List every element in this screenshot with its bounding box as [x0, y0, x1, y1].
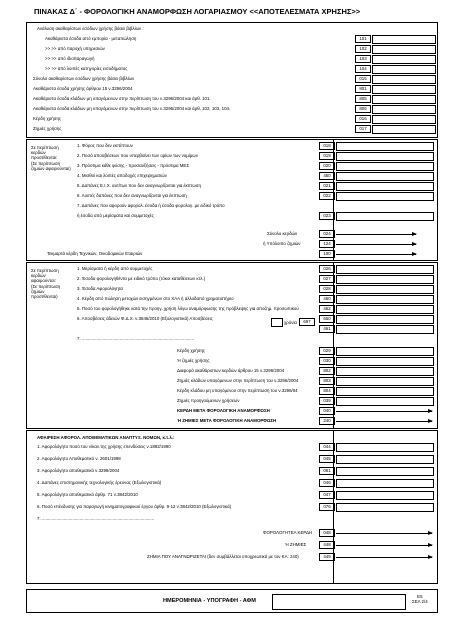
- field-code: 047: [319, 491, 335, 499]
- row-label: Ή ΖΗΜΙΕΣ: [285, 542, 307, 547]
- row-label: 5. Αφορολόγητο αποθεματικό άρθρ. 71 ν.3842/2010: [37, 492, 138, 497]
- row-label: 7. Δαπάνες που αφορούν αφορολ. έσοδα ή έσοδα φορολογ. με ειδικό τρόπο: [77, 203, 225, 208]
- row-label: ΚΕΡΔΗ ΜΕΤΑ ΦΟΡΟΛΟΓΙΚΗ ΑΝΑΜΟΡΦΩΣΗ: [177, 408, 270, 413]
- field-code: 806: [355, 105, 371, 113]
- amount-field[interactable]: [372, 85, 436, 94]
- field-code: 449: [319, 553, 335, 561]
- amount-field[interactable]: [336, 325, 434, 334]
- amount-field[interactable]: [372, 65, 436, 74]
- field-code: 460: [319, 295, 335, 303]
- amount-field[interactable]: [336, 142, 434, 151]
- row-label: 4. Κέρδη από πώληση μετοχών εισηγμένων στο ΧΑΑ ή αλλοδαπό χρηματιστήριο: [77, 296, 234, 301]
- row-label: Ζημιές χρήσης: [33, 126, 62, 131]
- field-code: 044: [319, 443, 335, 451]
- transfer-arrow: [336, 244, 416, 245]
- amount-field[interactable]: [336, 172, 434, 181]
- transfer-arrow: [336, 254, 416, 255]
- amount-field[interactable]: [336, 467, 434, 476]
- field-code: 124: [319, 240, 335, 248]
- field-code: 029: [319, 347, 335, 355]
- field-code: 019: [319, 152, 335, 160]
- field-code: 802: [319, 367, 335, 375]
- field-code: 040: [319, 407, 335, 415]
- transfer-arrow: [336, 411, 432, 412]
- row-label: 7. ............................................................................................: [77, 336, 195, 341]
- amount-field[interactable]: [336, 182, 434, 191]
- row-label: >> >> από παροχή υπηρεσιών: [45, 46, 105, 51]
- amount-field[interactable]: [336, 347, 434, 356]
- amount-field[interactable]: [336, 295, 434, 304]
- row-label: >> >> από ιδιοπαραγωγή: [45, 56, 95, 61]
- row-label: 2. Αφορολόγητο Αποθεματικό ν. 2601/1998: [37, 456, 121, 461]
- row-label: 6. Αποσβέσεις άδειών Φ.Δ.Χ. ν.3846/2010 (Εξολογιστικά) Αποσβέσεις: [77, 316, 213, 321]
- column-divider: [333, 140, 334, 260]
- transfer-arrow: [336, 533, 432, 534]
- row-label: Κέρδη χρήσης: [33, 116, 62, 121]
- field-code: 039: [319, 397, 335, 405]
- amount-field[interactable]: [372, 125, 436, 134]
- row-label: ΦΟΡΟΛΟΓΗΤΕΑ ΚΕΡΔΗ: [263, 530, 313, 535]
- amount-field[interactable]: [336, 357, 434, 366]
- field-code: 076: [319, 503, 335, 511]
- amount-field[interactable]: [372, 45, 436, 54]
- amount-field[interactable]: [372, 75, 436, 84]
- amount-field[interactable]: [372, 105, 436, 114]
- field-code: 021: [319, 182, 335, 190]
- row-label: Σύνολο ακαθαρίστων εσόδων χρήσης βάσει βιβλίων: [33, 76, 135, 81]
- field-code: 450: [319, 172, 335, 180]
- field-code: 448: [319, 541, 335, 549]
- section-deductions: [26, 262, 438, 429]
- amount-field[interactable]: [336, 377, 434, 386]
- row-label: Κέρδη κλάδου μη υπαγόμενου στην περίπτωση του ν.3296/04: [177, 388, 298, 393]
- page-title: ΠΙΝΑΚΑΣ Δ΄ - ΦΟΡΟΛΟΓΙΚΗ ΑΝΑΜΟΡΦΩΣΗ ΛΟΓΑΡΙΑΣΜΟΥ <<ΑΠΟΤΕΛΕΣΜΑΤΑ ΧΡΗΣΗΣ>>: [34, 7, 361, 16]
- amount-field[interactable]: [372, 115, 436, 124]
- column-divider: [333, 431, 334, 583]
- row-label: 6. Ποσό επένδυσης για παραγωγή κινηματογραφικού έργου άρθρ. 9-12 ν.3842/2010 (Εξωλογιστικά): [37, 504, 232, 509]
- row-label: Ακαθάριστα έσοδα από εμπορία - μεταπώληση: [45, 36, 137, 41]
- row-label: 5. Δαπάνες Ε.Ι.Χ. αυτ/των που δεν αναγνωρίζονται για έκπτωση: [77, 183, 201, 188]
- amount-field[interactable]: [336, 162, 434, 171]
- field-code: 461: [319, 325, 335, 333]
- row-label: 1. Αφορολόγητο ποσό του ν/καν.της χρήσης επενδύσεις ν.1892/1990: [37, 444, 171, 449]
- amount-field[interactable]: [336, 503, 434, 512]
- page-number: ΣΕΛ 2/4: [412, 599, 428, 604]
- amount-field[interactable]: [336, 367, 434, 376]
- form-code: Ε5: [417, 594, 423, 599]
- row-label: ΖΗΜΙΑ ΠΟΥ ΑΝΑΓΝΩΡΙΖΕΤΑΙ (δεν συμβάλλεται υποχρεωτικά με τον ΚΑ: 240): [147, 554, 299, 559]
- row-label: Τεκμαρτά κέρδη Τεχνικών, Οικοδομικών Εταιριών: [47, 251, 143, 256]
- section-gross-income: [26, 22, 438, 138]
- row-label: Ή ζημιές χρήσης: [177, 358, 210, 363]
- row-label: >> >> από λοιπές κατηγορίες εισοδήματος: [45, 66, 128, 71]
- permit-years-label: χρόνια: [284, 320, 297, 325]
- field-code: 028: [319, 285, 335, 293]
- row-label: Ζημιές προηγούμενων χρήσεων: [177, 398, 240, 403]
- field-code: 046: [319, 479, 335, 487]
- row-label: Ζημιές κλάδων υπαγόμενων στην περίπτωση του ν.3296/2004: [177, 378, 299, 383]
- transfer-arrow: [336, 545, 432, 546]
- amount-field[interactable]: [336, 265, 434, 274]
- amount-field[interactable]: [336, 305, 434, 314]
- amount-field[interactable]: [336, 443, 434, 452]
- amount-field[interactable]: [336, 152, 434, 161]
- row-label: 7. ............................................................................................: [37, 516, 155, 521]
- field-code: 020: [319, 162, 335, 170]
- field-code: 016: [355, 115, 371, 123]
- row-label: Σύνολο κερδών: [267, 231, 298, 236]
- field-code: 103: [355, 55, 371, 63]
- field-code: 023: [319, 212, 335, 220]
- row-label: 1. Φόρος που δεν εκπίπτουν: [77, 143, 133, 148]
- field-code: 048: [319, 529, 335, 537]
- row-label: Κέρδη χρήσης: [177, 348, 206, 353]
- side-note-profit-deduct: Σε περίπτωση κερδών αφαιρούνται:: [31, 268, 59, 283]
- section-additions: [26, 139, 438, 261]
- permit-code: 697: [299, 318, 315, 326]
- field-code: 045: [319, 455, 335, 463]
- row-label: Ακαθάριστα έσοδα χρήσης άρθρου 15 ν.3296/2004: [33, 86, 133, 91]
- transfer-arrow: [336, 421, 432, 422]
- signature-label: ΗΜΕΡΟΜΗΝΙΑ - ΥΠΟΓΡΑΦΗ - ΑΦΜ: [163, 598, 256, 604]
- field-code: 022: [319, 192, 335, 200]
- field-code: 803: [319, 377, 335, 385]
- reserves-heading: ΑΦΑΙΡΕΣΗ ΑΦΟΡΟΛ. ΑΠΟΘΕΜΑΤΙΚΩΝ ΑΝΑΠΤΥΞ. ΝΟΜΩΝ, κ.τ.λ.:: [37, 435, 175, 440]
- amount-field[interactable]: [336, 491, 434, 500]
- field-code: 104: [355, 65, 371, 73]
- field-code: 061: [319, 467, 335, 475]
- column-divider: [333, 263, 334, 428]
- field-code: 017: [355, 125, 371, 133]
- amount-field[interactable]: [336, 192, 434, 201]
- row-label: 2. Ποσό αποσβέσεων που υπερβαίνει των ορίων των νομίμων: [77, 153, 198, 158]
- amount-field[interactable]: [336, 315, 434, 324]
- amount-field[interactable]: [372, 55, 436, 64]
- row-label: 2. Έσοδα φορολογηθέντα με ειδικό τρόπο (τόκοι καταθέσεων κτλ.): [77, 276, 206, 281]
- field-code: 102: [355, 45, 371, 53]
- field-code: 018: [319, 142, 335, 150]
- row-label: 5. Ποσό του φορολογήθηκε κατά την προηγ. χρήση λόγω αναμόρφωσης της πρόβλεψης για αποζημ. προσωπικού: [77, 306, 299, 311]
- row-label: 3. Έσοδα Αφορολόγητα: [77, 286, 123, 291]
- field-code: 026: [319, 265, 335, 273]
- side-note-loss-add: (Σε περίπτωση ζημιών προστίθενται): [31, 284, 61, 299]
- row-label: ή Υπόλοιπο ζημιών: [263, 241, 301, 246]
- field-code: 240: [319, 417, 335, 425]
- transfer-arrow: [336, 557, 432, 558]
- field-code: 804: [319, 387, 335, 395]
- side-note-loss: (Σε περίπτωση ζημιών αφαιρούνται): [31, 161, 71, 171]
- permit-years-field[interactable]: [271, 318, 283, 327]
- amount-field[interactable]: [336, 455, 434, 464]
- field-code: 024: [319, 230, 335, 238]
- field-code: 027: [319, 275, 335, 283]
- amount-field[interactable]: [336, 275, 434, 284]
- row-label: 4. Μισθοί και λοιπές αποδοχές επιχειρηματιών: [77, 173, 167, 178]
- field-code: 015: [355, 75, 371, 83]
- row-label: 3. Αφορολόγητο αποθεματικό ν.3299/2004: [37, 468, 120, 473]
- row-label: ή έσοδα από μερίσματα και συμμετοχές: [77, 213, 154, 218]
- amount-field[interactable]: [372, 95, 436, 104]
- field-code: 101: [355, 35, 371, 43]
- field-code: 805: [355, 95, 371, 103]
- amount-field[interactable]: [372, 35, 436, 44]
- amount-field[interactable]: [336, 387, 434, 396]
- row-label: Ακαθάριστα έσοδα κλάδων μη υπαγόμενων στην περίπτωση του ν.3296/2004 και άρθ. 102, 103, 104.: [33, 106, 231, 111]
- amount-field[interactable]: [336, 397, 434, 406]
- transfer-arrow: [336, 234, 416, 235]
- row-label: Ακαθάριστα έσοδα κλάδων μη υπαγόμενων στην περίπτωση του ν.3296/2004 και άρθ. 101.: [33, 96, 211, 101]
- field-code: 030: [319, 357, 335, 365]
- row-label: Ανάλυση ακαθαρίστων εσόδων χρήσης βάσει βιβλίων :: [37, 26, 144, 31]
- amount-field[interactable]: [336, 285, 434, 294]
- amount-field[interactable]: [336, 212, 434, 221]
- amount-field[interactable]: [336, 479, 434, 488]
- row-label: 3. Πρόστιμα κάθε φύσης - προσαυξήσεις - πρόστιμα ΜΕΣ: [77, 163, 190, 168]
- field-code: 650: [319, 315, 335, 323]
- signature-field[interactable]: [272, 594, 406, 610]
- footer: [26, 589, 438, 613]
- field-code: 100: [319, 250, 335, 258]
- field-code: 462: [319, 305, 335, 313]
- row-label: 6. Λοιπές δαπάνες που δεν αναγνωρίζονται για έκπτωση: [77, 193, 187, 198]
- row-label: Ή ΖΗΜΙΕΣ ΜΕΤΑ ΦΟΡΟΛΟΓΙΚΗ ΑΝΑΜΟΡΦΩΣΗ: [177, 418, 277, 423]
- section-tax-free-reserves: [26, 430, 438, 584]
- field-code: 801: [355, 85, 371, 93]
- side-note-profit: Σε περίπτωση κερδών προστίθενται:: [31, 145, 59, 160]
- row-label: 4. Δαπάνες επιστημονικής τεχνολογικής έρευνας (Εξωλογιστικά): [37, 480, 162, 485]
- row-label: 1. Μερίσματα ή κέρδη από συμμετοχές: [77, 266, 153, 271]
- row-label: Διαφορά ακαθάριστων κερδών άρθρου 15 ν.3296/2004: [177, 368, 285, 373]
